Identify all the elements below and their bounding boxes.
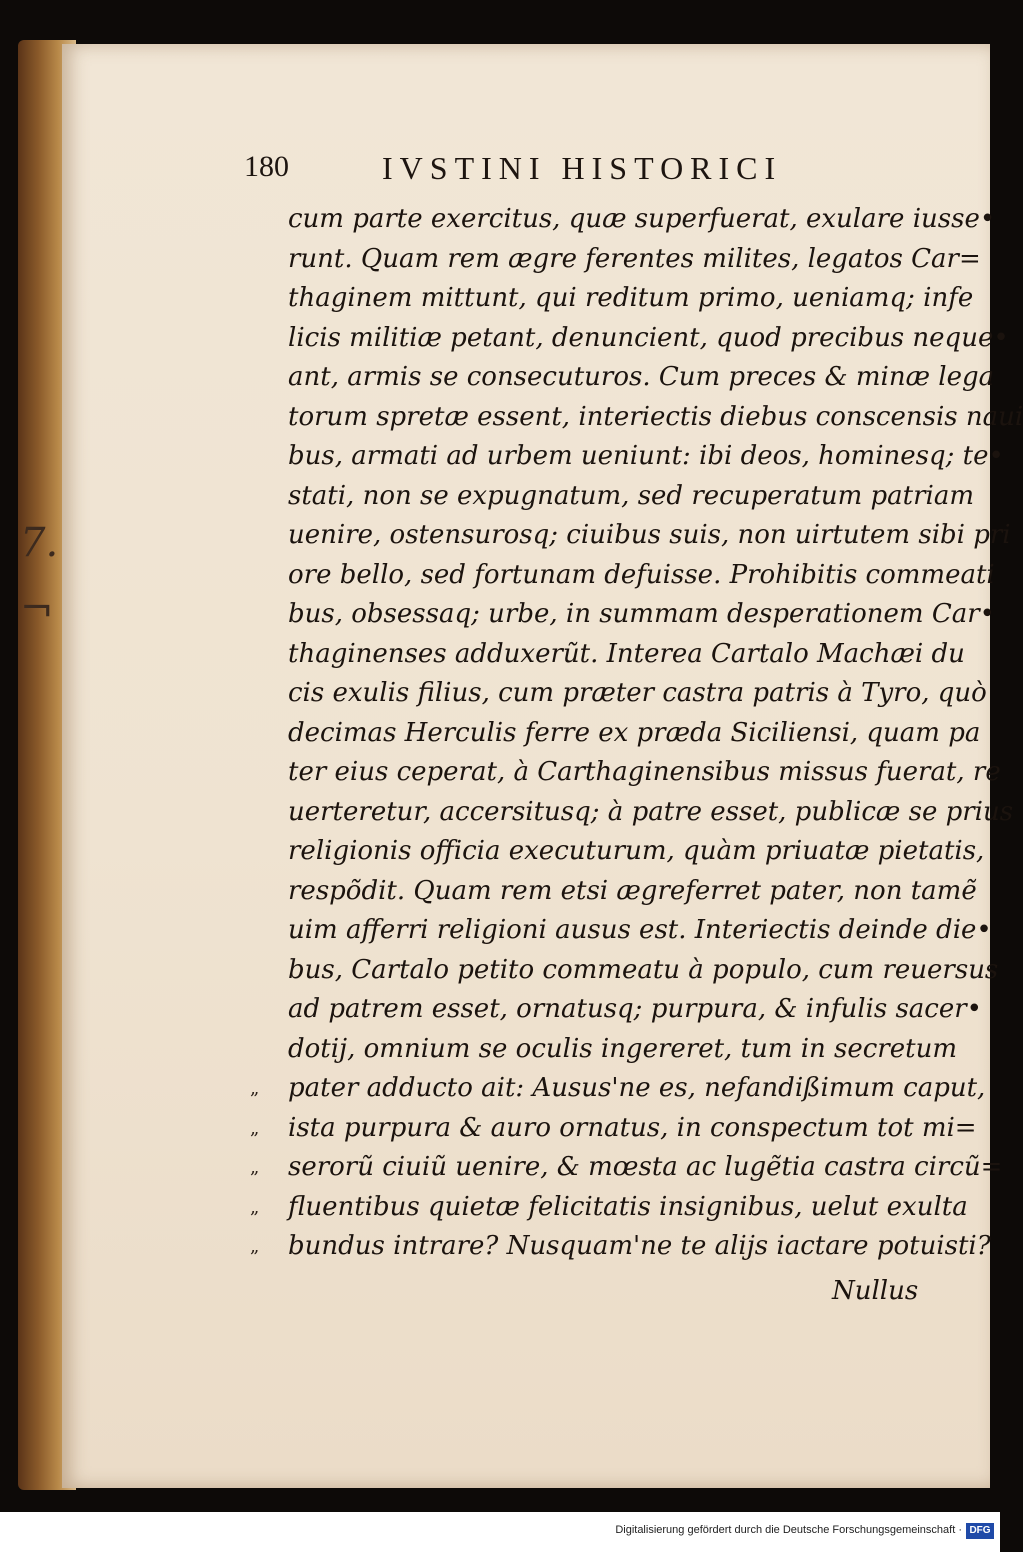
text-line (250, 1188, 968, 1228)
text-line (250, 240, 981, 280)
dfg-logo: DFG (966, 1523, 994, 1539)
line-text: religionis officia executurum, quàm priuatæ pietatis, (288, 836, 985, 866)
text-line (250, 635, 965, 675)
line-text: torum spretæ essent, interiectis diebus conscensis naui (288, 401, 1023, 432)
line-text: uim afferri religioni ausus est. Interiectis deinde die• (288, 915, 992, 945)
text-line (250, 1069, 986, 1109)
line-text: licis militiæ petant, denuncient, quod precibus neque• (288, 322, 1009, 353)
text-line (250, 398, 1023, 438)
text-line (250, 1148, 1003, 1188)
quotation-mark: „ (250, 1157, 260, 1178)
line-text: bundus intrare? Nusquam'ne te alijs iactare potuisti? (288, 1231, 991, 1261)
line-text: ter eius ceperat, à Carthaginensibus missus fuerat, re (288, 757, 1001, 787)
line-text: decimas Herculis ferre ex præda Siciliensi, quam pa (288, 717, 981, 748)
running-head-title: IVSTINI HISTORICI (382, 150, 783, 186)
quotation-mark: „ (250, 1236, 260, 1257)
text-line (250, 1109, 977, 1149)
text-line (250, 279, 974, 319)
line-text: bus, obsessaq; urbe, in summam desperationem Car• (288, 599, 995, 629)
text-line (250, 951, 999, 991)
line-text: cum parte exercitus, quæ superfuerat, exulare iusse• (288, 204, 996, 234)
line-text: stati, non se expugnatum, sed recuperatum patriam (288, 480, 975, 511)
line-text: dotij, omnium se oculis ingereret, tum in secretum (288, 1033, 957, 1064)
text-line (250, 516, 1011, 556)
text-line (250, 990, 983, 1030)
text-line (250, 911, 992, 951)
line-text: bus, armati ad urbem ueniunt: ibi deos, hominesq; te• (288, 441, 1004, 471)
line-text: ista purpura & auro ornatus, in conspectum tot mi= (288, 1112, 977, 1143)
page-number: 180 (244, 150, 289, 183)
text-line (250, 1227, 991, 1267)
text-line (250, 753, 1001, 793)
text-block (250, 200, 1023, 1267)
line-text: ad patrem esset, ornatusq; purpura, & infulis sacer• (288, 994, 983, 1024)
text-line (250, 358, 995, 398)
footer-credit: Digitalisierung gefördert durch die Deutsche Forschungsgemeinschaft · (615, 1524, 962, 1536)
text-line (250, 319, 1009, 359)
text-line (250, 200, 996, 240)
text-line (250, 714, 981, 754)
running-head (210, 150, 850, 194)
margin-mark-1: 7. (20, 520, 59, 566)
line-text: bus, Cartalo petito commeatu à populo, cum reuersus (288, 954, 999, 985)
footer-bar (0, 1512, 1000, 1552)
quotation-mark: „ (250, 1196, 260, 1218)
text-line (250, 793, 1014, 833)
line-text: ore bello, sed fortunam defuisse. Prohibitis commeati (288, 559, 995, 590)
text-line (250, 674, 987, 714)
line-text: fluentibus quietæ felicitatis insignibus, uelut exulta (288, 1191, 968, 1222)
line-text: respõdit. Quam rem etsi ægreferret pater, non tamẽ (288, 875, 977, 906)
catchword: Nullus (832, 1276, 919, 1306)
margin-mark-2: ¬ (20, 586, 54, 632)
line-text: serorũ ciuiũ uenire, & mœsta ac lugẽtia castra circũ= (288, 1152, 1003, 1182)
line-text: uenire, ostensurosq; ciuibus suis, non uirtutem sibi pri (288, 520, 1011, 550)
text-line (250, 595, 995, 635)
line-text: thaginem mittunt, qui reditum primo, ueniamq; infe (288, 283, 974, 313)
quotation-mark: „ (250, 1078, 260, 1099)
text-line (250, 832, 985, 872)
text-line (250, 437, 1004, 477)
line-text: thaginenses adduxerũt. Interea Cartalo Machæi du (288, 638, 965, 669)
text-line (250, 872, 977, 912)
line-text: ant, armis se consecuturos. Cum preces & minæ lega (288, 362, 995, 392)
quotation-mark: „ (250, 1117, 260, 1139)
line-text: runt. Quam rem ægre ferentes milites, legatos Car= (288, 243, 981, 274)
text-line (250, 1030, 957, 1070)
text-line (250, 477, 975, 517)
line-text: cis exulis filius, cum præter castra patris à Tyro, quò (288, 678, 987, 708)
line-text: uerteretur, accersitusq; à patre esset, publicæ se prius (288, 796, 1014, 827)
line-text: pater adducto ait: Ausus'ne es, nefandißimum caput, (288, 1073, 986, 1103)
text-line (250, 556, 995, 596)
